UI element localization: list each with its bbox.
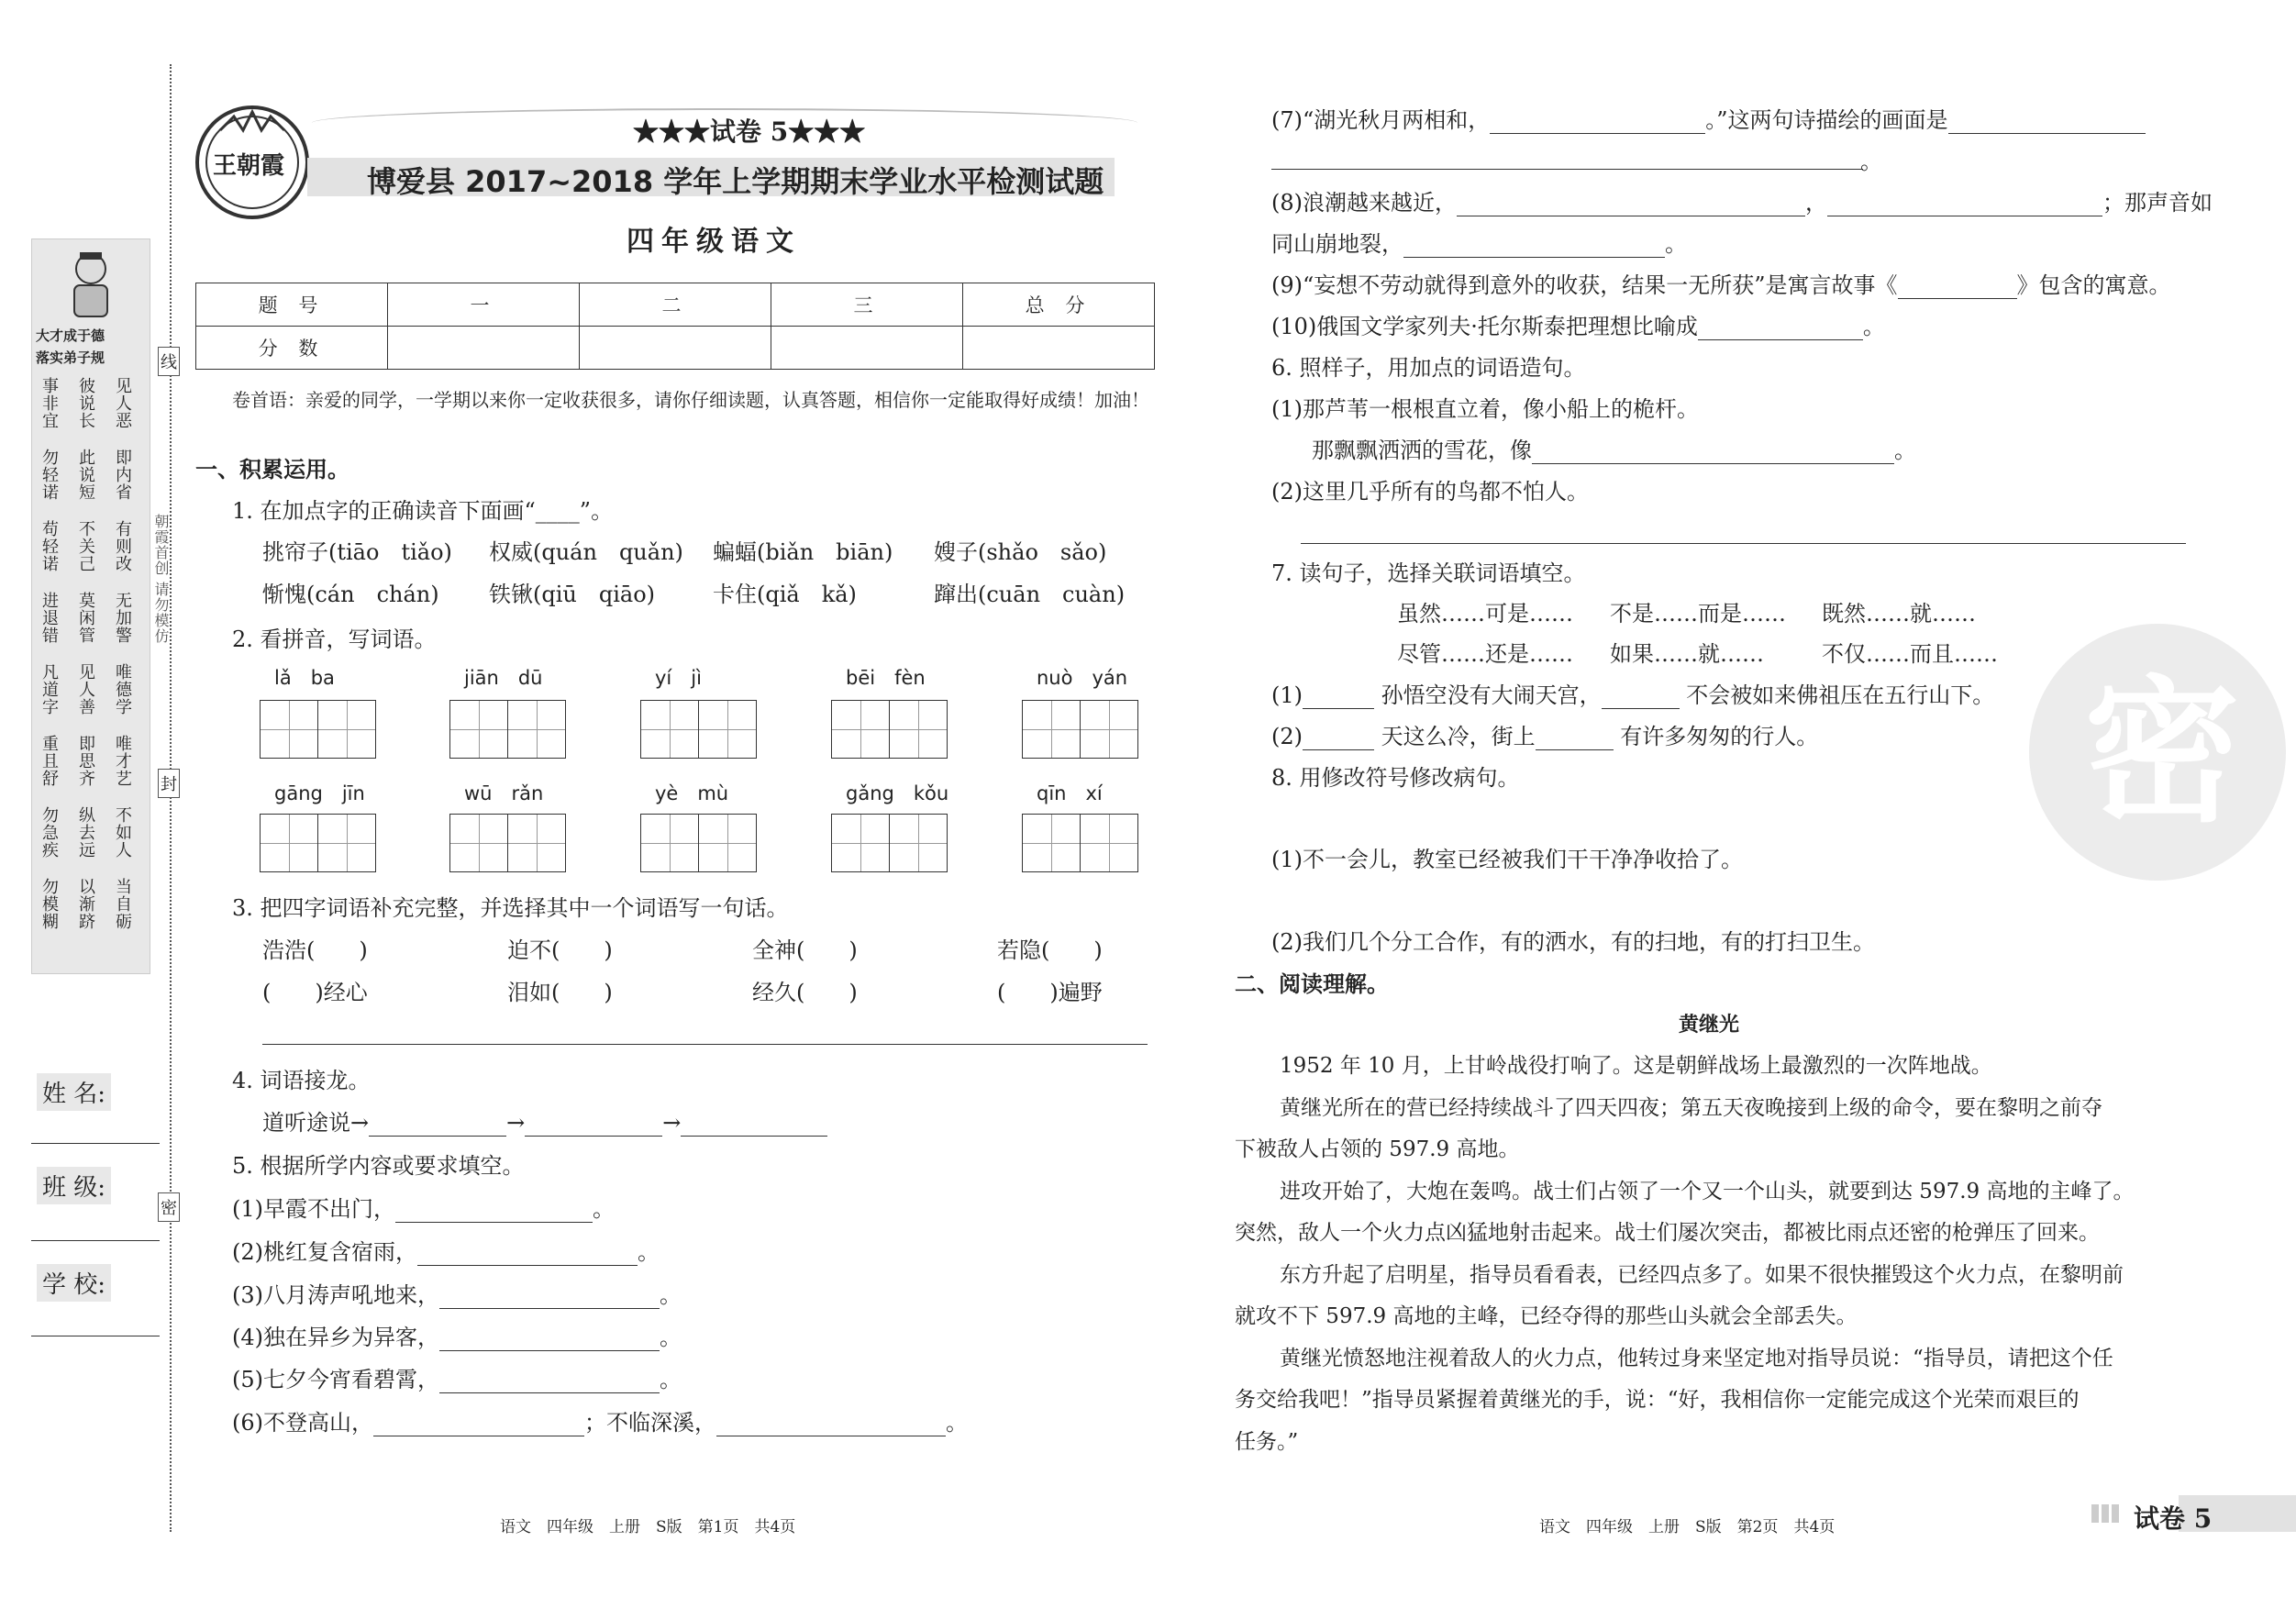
dizigui-column: 勿轻诺: [39, 449, 59, 501]
q3-item: ( )经心: [262, 980, 368, 1005]
tianzige-grid[interactable]: [449, 814, 566, 872]
dizigui-column: 即内省: [113, 449, 132, 501]
logo-text: 王朝霞: [213, 152, 285, 180]
tianzige-grid[interactable]: [260, 700, 376, 759]
score-input[interactable]: [963, 327, 1155, 370]
dizigui-column: 不如人: [113, 806, 132, 859]
pinyin-label: bēi fèn: [846, 667, 926, 689]
q5-8: (8)浪潮越来越近， ， ；那声音如: [1271, 190, 2213, 216]
q7-option: 尽管……还是……: [1397, 641, 1573, 667]
article-line: 务交给我吧！”指导员紧握着黄继光的手，说：“好，我相信你一定能完成这个光荣而艰巨的: [1235, 1388, 2080, 1412]
q3-prompt: 3. 把四字词语补充完整，并选择其中一个词语写一句话。: [232, 895, 789, 921]
q5-text: (4)独在异乡为异客，: [232, 1325, 439, 1350]
tianzige-cell[interactable]: [889, 701, 947, 758]
dizigui-column: 无加警: [113, 592, 132, 644]
q7-2: [1271, 723, 1818, 750]
pinyin-label: yè mù: [655, 782, 729, 804]
article-line: 东方升起了启明星，指导员看看表，已经四点多了。如果不很快摧毁这个火力点，在黎明前: [1280, 1262, 2124, 1287]
article-title: 黄继光: [1679, 1013, 1740, 1037]
score-cell: 二: [580, 283, 771, 327]
tianzige-grid[interactable]: [640, 814, 757, 872]
q5-8-cont: 同山崩地裂， 。: [1271, 231, 1687, 257]
q1-item: 卡住(qiǎ kǎ): [713, 582, 857, 607]
q7-blank[interactable]: [1536, 729, 1614, 750]
corner-label: 试卷 5: [2134, 1503, 2213, 1534]
score-table: [195, 283, 1155, 370]
dizigui-column: 见人善: [76, 663, 95, 715]
q6-prompt: 6. 照样子，用加点的词语造句。: [1271, 355, 1586, 381]
name-field[interactable]: [31, 1143, 160, 1144]
q5-blank[interactable]: [439, 1372, 660, 1393]
dizigui-column: 此说短: [76, 449, 95, 501]
tianzige-cell[interactable]: [698, 815, 756, 871]
dizigui-column: 不关己: [76, 520, 95, 572]
q5-10: (10)俄国文学家列夫·托尔斯泰把理想比喻成 。: [1271, 314, 1885, 339]
tianzige-cell[interactable]: [1080, 701, 1137, 758]
logo: [193, 103, 312, 222]
score-input[interactable]: [580, 327, 771, 370]
tianzige-cell[interactable]: [832, 815, 889, 871]
dizigui-column: 重且舒: [39, 735, 59, 787]
article-line: 任务。”: [1235, 1429, 1299, 1454]
tianzige-grid[interactable]: [640, 700, 757, 759]
school-label: 学 校:: [37, 1264, 111, 1302]
footer-right: 语文 四年级 上册 S版 第2页 共4页: [1539, 1518, 1836, 1536]
q7-option: 既然……就……: [1822, 601, 1976, 627]
q3-item: 浩浩( ): [262, 937, 368, 963]
dizigui-column: 进退错: [39, 592, 59, 644]
q7-text: 孙悟空没有大闹天宫，: [1374, 682, 1602, 708]
q6-1b-text: 那飘飘洒洒的雪花，像: [1312, 438, 1532, 463]
tianzige-grid[interactable]: [449, 700, 566, 759]
dizigui-column: 有则改: [113, 520, 132, 572]
q3-item: 全神( ): [752, 937, 858, 963]
tianzige-cell[interactable]: [317, 701, 375, 758]
motto-1: 大才成于德: [36, 327, 105, 344]
q1-prompt: 1. 在加点字的正确读音下面画“____”。: [232, 498, 614, 524]
q7-blank[interactable]: [1303, 729, 1374, 750]
q3-item: 若隐( ): [997, 937, 1103, 963]
vertical-note: 朝霞首创 请勿模仿: [152, 514, 170, 645]
margin-mark-line: 线: [158, 347, 180, 376]
article-line: 黄继光愤怒地注视着敌人的火力点，他转过身来坚定地对指导员说：“指导员，请把这个任: [1280, 1346, 2113, 1370]
q5-8-text: (8)浪潮越来越近，: [1271, 190, 1457, 216]
score-input[interactable]: [771, 327, 963, 370]
q5-item: (6)不登高山， ；不临深溪， 。: [232, 1410, 968, 1436]
name-label: 姓 名:: [37, 1073, 111, 1111]
q6-1: (1)那芦苇一根根直立着，像小船上的桅杆。: [1271, 396, 1699, 422]
class-label: 班 级:: [37, 1167, 111, 1204]
dizigui-column: 苟轻诺: [39, 520, 59, 572]
dizigui-column: 彼说长: [76, 377, 95, 429]
pinyin-label: wū rǎn: [464, 782, 544, 804]
q5-7-end: 。: [1860, 149, 1882, 174]
tianzige-cell[interactable]: [641, 701, 698, 758]
article-line: 就攻不下 597.9 高地的主峰，已经夺得的那些山头就会全部丢失。: [1235, 1304, 1858, 1328]
score-input[interactable]: [388, 327, 580, 370]
q4-blank[interactable]: [369, 1115, 506, 1137]
q5-text: (2)桃红复含宿雨，: [232, 1239, 417, 1265]
corner-squares: [2091, 1504, 2119, 1523]
q8-2: (2)我们几个分工合作，有的洒水，有的扫地，有的打扫卫生。: [1271, 929, 1875, 955]
margin-mark-secret: 密: [158, 1192, 180, 1222]
tianzige-cell[interactable]: [450, 815, 507, 871]
subject-title: 四年级语文: [627, 226, 801, 258]
q4-blank[interactable]: [525, 1115, 662, 1137]
stamp-watermark: [2029, 624, 2286, 881]
article-line: 黄继光所在的营已经持续战斗了四天四夜；第五天夜晚接到上级的命令，要在黎明之前夺: [1280, 1095, 2102, 1120]
q5-9-text: (9)“妄想不劳动就得到意外的收获，结果一无所获”是寓言故事《: [1271, 272, 1898, 298]
q1-item: 惭愧(cán chán): [262, 582, 439, 607]
q5-item: (5)七夕今宵看碧霄， 。: [232, 1367, 682, 1392]
q1-item: 蹿出(cuān cuàn): [934, 582, 1126, 607]
q3-item: 泪如( ): [507, 980, 613, 1005]
sidebar-panel: [31, 238, 150, 974]
tianzige-grid[interactable]: [1022, 814, 1138, 872]
q5-text: (6)不登高山，: [232, 1410, 373, 1436]
score-cell: 三: [771, 283, 963, 327]
q2-prompt: 2. 看拼音，写词语。: [232, 627, 437, 652]
pinyin-label: jiān dū: [464, 667, 543, 689]
q5-blank[interactable]: [439, 1288, 660, 1309]
pinyin-label: lǎ ba: [274, 667, 335, 689]
dizigui-column: 莫闲管: [76, 592, 95, 644]
tianzige-cell[interactable]: [507, 701, 565, 758]
q5-text: (1)早霞不出门，: [232, 1196, 395, 1222]
tianzige-cell[interactable]: [261, 701, 317, 758]
q7-text: 天这么冷，街上: [1374, 724, 1536, 749]
q8-prompt: 8. 用修改符号修改病句。: [1271, 765, 1520, 791]
q4-chain: 道听途说→ → →: [262, 1109, 827, 1137]
q5-blank[interactable]: [373, 1415, 584, 1436]
pinyin-label: gāng jīn: [274, 782, 365, 804]
q5-9-text: 》包含的寓意。: [2016, 272, 2171, 298]
tianzige-grid[interactable]: [260, 814, 376, 872]
section-1-title: 一、积累运用。: [195, 456, 349, 482]
q5-7-text: 。”这两句诗描绘的画面是: [1705, 107, 1948, 133]
score-cell: 总 分: [963, 283, 1155, 327]
dizigui-column: 见人恶: [113, 377, 132, 429]
dizigui-column: 即思齐: [76, 735, 95, 787]
q5-blank[interactable]: [1948, 113, 2146, 134]
q7-text: (1): [1271, 682, 1303, 708]
q7-blank[interactable]: [1303, 688, 1374, 709]
q6-blank[interactable]: [1532, 443, 1894, 464]
footer-left: 语文 四年级 上册 S版 第1页 共4页: [500, 1518, 796, 1536]
dizigui-column: 凡道字: [39, 663, 59, 715]
score-cell: 一: [388, 283, 580, 327]
pinyin-label: yí jì: [655, 667, 702, 689]
paper-banner: ★★★试卷 5★★★: [633, 116, 866, 147]
q7-option: 不是……而是……: [1610, 601, 1786, 627]
tianzige-cell[interactable]: [889, 815, 947, 871]
dizigui-column: 事非宜: [39, 377, 59, 429]
tianzige-grid[interactable]: [1022, 700, 1138, 759]
dizigui-column: 纵去远: [76, 806, 95, 859]
q5-8-text: ；那声音如: [2102, 190, 2213, 216]
q4-blank[interactable]: [681, 1115, 827, 1137]
motto-2: 落实弟子规: [36, 349, 105, 366]
q5-item: (2)桃红复含宿雨， 。: [232, 1239, 660, 1265]
tianzige-grid[interactable]: [831, 700, 948, 759]
dizigui-column: 勿模糊: [39, 878, 59, 930]
q7-text: 有许多匆匆的行人。: [1613, 724, 1819, 749]
q3-item: 经久( ): [752, 980, 858, 1005]
pinyin-label: gǎng kǒu: [846, 782, 949, 804]
q4-prompt: 4. 词语接龙。: [232, 1068, 371, 1093]
article-line: 1952 年 10 月，上甘岭战役打响了。这是朝鲜战场上最激烈的一次阵地战。: [1280, 1054, 1992, 1078]
stamp-text: 密: [2084, 660, 2241, 844]
q5-7-text: (7)“湖光秋月两相和，: [1271, 107, 1491, 133]
q5-item: (1)早霞不出门， 。: [232, 1196, 615, 1222]
exam-title: 博爱县 2017~2018 学年上学期期末学业水平检测试题: [367, 164, 1104, 199]
tianzige-cell[interactable]: [261, 815, 317, 871]
class-field[interactable]: [31, 1240, 160, 1241]
tianzige-grid[interactable]: [831, 814, 948, 872]
q5-text: (5)七夕今宵看碧霄，: [232, 1367, 439, 1392]
q5-item: (4)独在异乡为异客， 。: [232, 1325, 682, 1350]
q1-item: 铁锹(qiū qiāo): [489, 582, 656, 607]
tianzige-cell[interactable]: [641, 815, 698, 871]
tianzige-cell[interactable]: [1023, 815, 1080, 871]
q5-8-text: 同山崩地裂，: [1271, 231, 1403, 257]
section-2-title: 二、阅读理解。: [1235, 970, 1389, 997]
q5-7: [1271, 106, 2146, 134]
pinyin-label: qīn xí: [1037, 782, 1103, 804]
score-cell: 题 号: [196, 283, 388, 327]
q5-blank[interactable]: [1490, 113, 1705, 134]
tianzige-cell[interactable]: [1080, 815, 1137, 871]
q7-text: (2): [1271, 724, 1303, 749]
q5-text: (3)八月涛声吼地来，: [232, 1282, 439, 1308]
q6-answer-line[interactable]: [1301, 543, 2186, 544]
q5-item: (3)八月涛声吼地来， 。: [232, 1282, 682, 1308]
article-line: 下被敌人占领的 597.9 高地。: [1235, 1137, 1520, 1161]
tianzige-cell[interactable]: [450, 701, 507, 758]
q7-prompt: 7. 读句子，选择关联词语填空。: [1271, 560, 1586, 586]
tianzige-cell[interactable]: [832, 701, 889, 758]
q5-blank[interactable]: [1827, 195, 2102, 216]
q1-item: 挑帘子(tiāo tiǎo): [262, 539, 452, 565]
article-line: 进攻开始了，大炮在轰鸣。战士们占领了一个又一个山头，就要到达 597.9 高地的主峰了。: [1280, 1179, 2135, 1203]
dizigui-column: 唯德学: [113, 663, 132, 715]
q3-item: 迫不( ): [507, 937, 613, 963]
q5-blank[interactable]: [1898, 278, 2017, 299]
q5-blank[interactable]: [417, 1245, 638, 1266]
q1-item: 蝙蝠(biǎn biān): [713, 539, 893, 565]
q5-prompt: 5. 根据所学内容或要求填空。: [232, 1153, 525, 1179]
q4-start: 道听途说→: [262, 1110, 370, 1136]
dizigui-column: 唯才艺: [113, 735, 132, 787]
q5-10-text: (10)俄国文学家列夫·托尔斯泰把理想比喻成: [1271, 314, 1698, 339]
article-line: 突然，敌人一个火力点凶猛地射击起来。战士们屡次突击，都被比雨点还密的枪弹压了回来。: [1235, 1221, 2100, 1245]
q8-1: (1)不一会儿，教室已经被我们干干净净收拾了。: [1271, 847, 1743, 872]
tianzige-cell[interactable]: [507, 815, 565, 871]
q6-1b: 那飘飘洒洒的雪花，像 。: [1312, 438, 1916, 463]
q5-blank[interactable]: [1457, 195, 1805, 216]
q1-item: 嫂子(shǎo sǎo): [934, 539, 1107, 565]
child-figure: [63, 249, 118, 322]
q5-text: ；不临深溪，: [584, 1410, 716, 1436]
q5-7-line2[interactable]: [1271, 169, 1863, 170]
q5-blank[interactable]: [716, 1415, 946, 1436]
q7-text: 不会被如来佛祖压在五行山下。: [1679, 682, 1995, 708]
tianzige-cell[interactable]: [317, 815, 375, 871]
dizigui-column: 以渐跻: [76, 878, 95, 930]
margin-mark-seal: 封: [158, 769, 180, 798]
q5-blank[interactable]: [439, 1330, 660, 1351]
q7-option: 如果……就……: [1610, 641, 1764, 667]
intro-text: 卷首语：亲爱的同学，一学期以来你一定收获很多，请你仔细读题，认真答题，相信你一定能取得好成绩！加油！: [232, 389, 1149, 411]
dizigui-column: 勿急疾: [39, 806, 59, 859]
q7-option: 不仅……而且……: [1822, 641, 1998, 667]
q7-blank[interactable]: [1602, 688, 1680, 709]
pinyin-label: nuò yán: [1037, 667, 1128, 689]
score-row-heading: [196, 283, 1155, 327]
q5-blank[interactable]: [1698, 319, 1863, 340]
q3-answer-line[interactable]: [262, 1044, 1148, 1045]
q5-blank[interactable]: [1403, 237, 1665, 258]
tianzige-cell[interactable]: [698, 701, 756, 758]
q7-option: 虽然……可是……: [1397, 601, 1573, 627]
dizigui-column: 当自砺: [113, 878, 132, 930]
score-cell: 分 数: [196, 327, 388, 370]
q3-item: ( )遍野: [997, 980, 1103, 1005]
score-row-values: [196, 327, 1155, 370]
tianzige-cell[interactable]: [1023, 701, 1080, 758]
q7-1: [1271, 682, 1994, 709]
q6-2: (2)这里几乎所有的鸟都不怕人。: [1271, 479, 1589, 505]
q5-blank[interactable]: [395, 1202, 593, 1223]
q1-item: 权威(quán quǎn): [489, 539, 683, 565]
binding-line: [170, 64, 172, 1532]
q5-9: [1271, 272, 2171, 299]
